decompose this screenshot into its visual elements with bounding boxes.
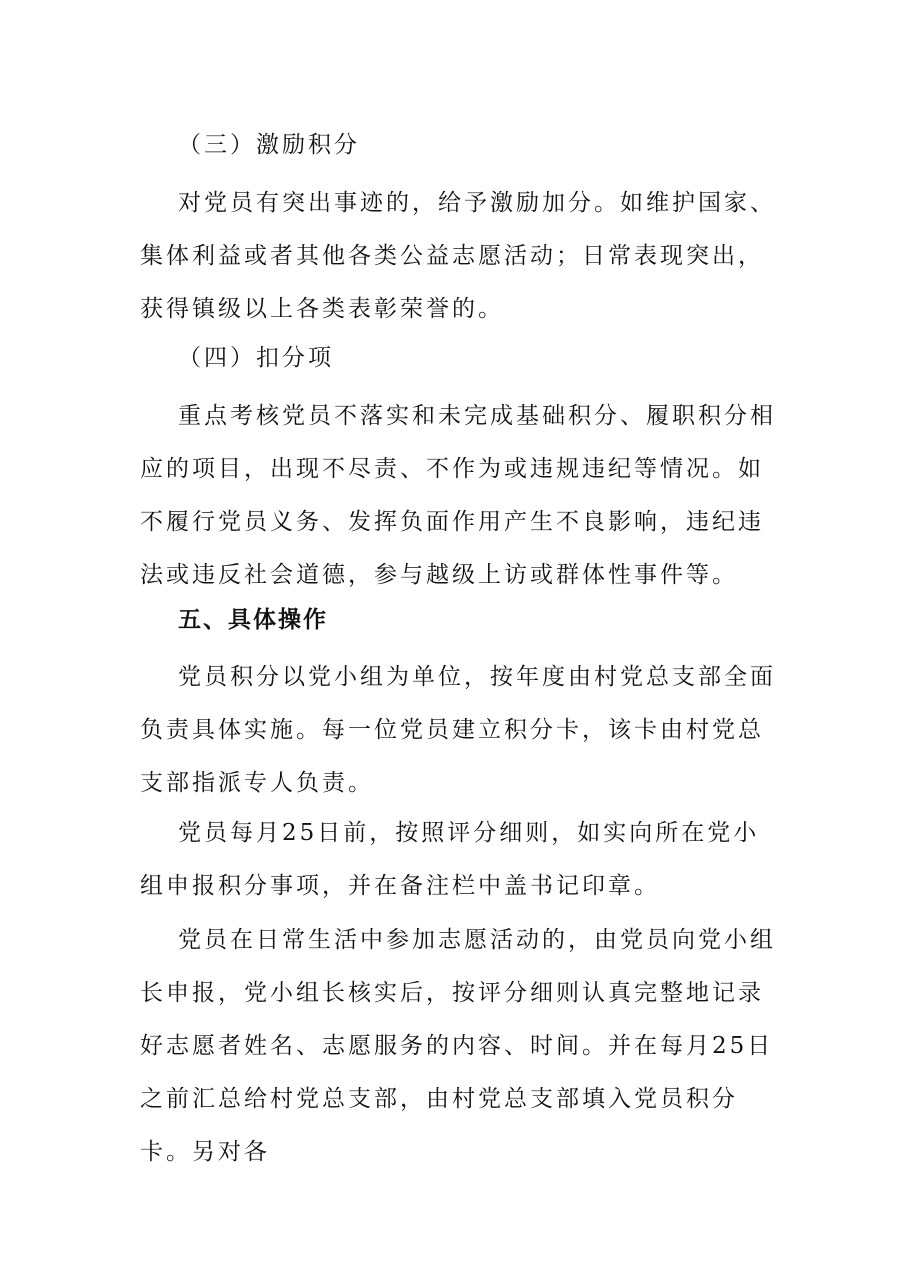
paragraph-monthly-report: 党员每月25日前，按照评分细则，如实向所在党小组申报积分事项，并在备注栏中盖书记印章。 [140, 820, 760, 899]
section-heading-specific-operation: 五、具体操作 [178, 607, 328, 633]
paragraph-incentive-points: 对党员有突出事迹的，给予激励加分。如维护国家、集体利益或者其他各类公益志愿活动；日常表现突出，获得镇级以上各类表彰荣誉的。 [140, 190, 776, 322]
paragraph-operation-unit: 党员积分以党小组为单位，按年度由村党总支部全面负责具体实施。每一位党员建立积分卡，该卡由村党总支部指派专人负责。 [140, 664, 776, 796]
paragraph-volunteer-activity: 党员在日常生活中参加志愿活动的，由党员向党小组长申报，党小组长核实后，按评分细则认真完整地记录好志愿者姓名、志愿服务的内容、时间。并在每月25日之前汇总给村党总支部，由村党总支部填入党员积分卡。另对各 [140, 927, 776, 1165]
section-heading-incentive-points: （三）激励积分 [178, 132, 360, 158]
section-heading-deductions: （四）扣分项 [178, 345, 334, 371]
paragraph-deductions: 重点考核党员不落实和未完成基础积分、履职积分相应的项目，出现不尽责、不作为或违规违纪等情况。如不履行党员义务、发挥负面作用产生不良影响，违纪违法或违反社会道德，参与越级上访或群体性事件等。 [140, 403, 776, 588]
